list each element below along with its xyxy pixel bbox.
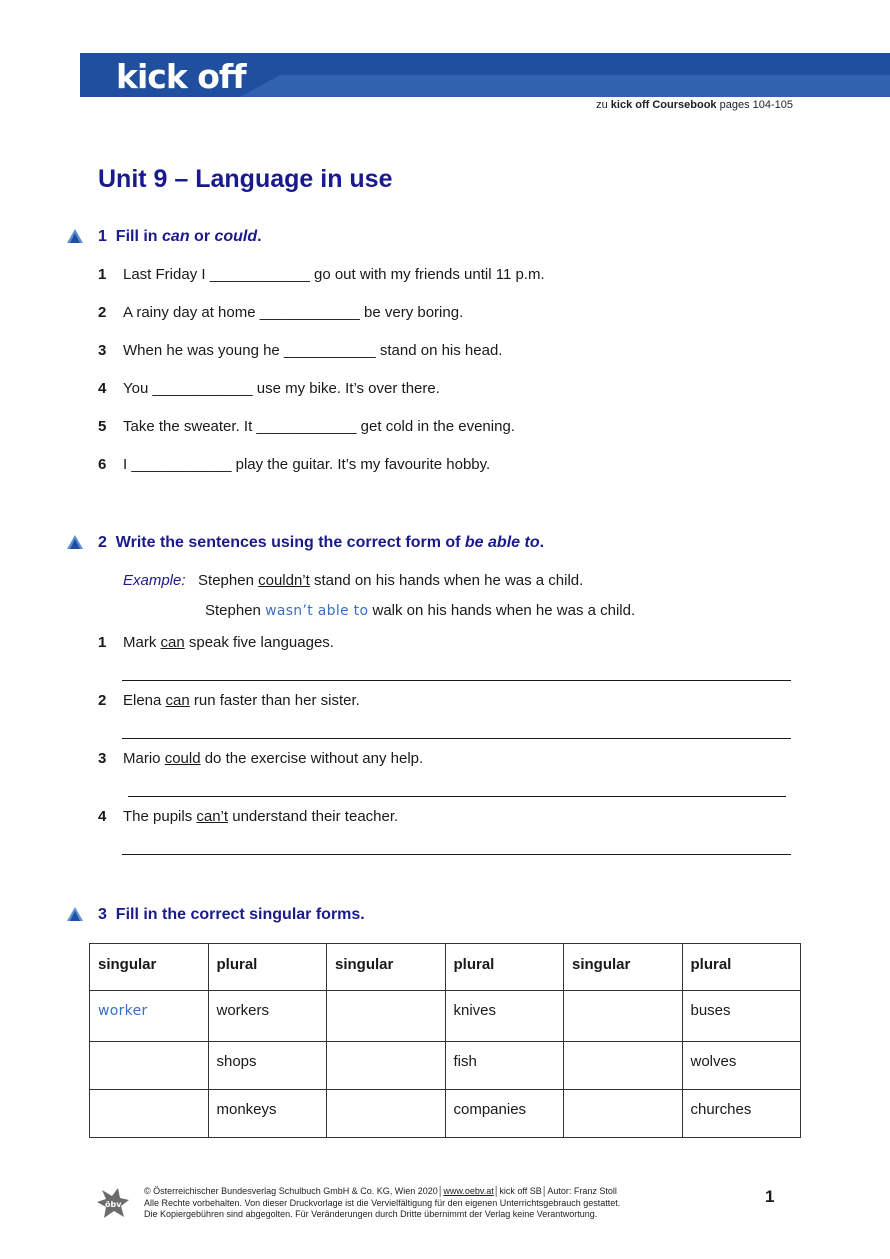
answer-cell[interactable] — [90, 1090, 209, 1138]
table-cell: shops — [208, 1042, 327, 1090]
difficulty-icon — [66, 534, 84, 550]
answer-cell[interactable] — [564, 991, 683, 1042]
brand-logo: kick off — [116, 57, 246, 96]
table-cell: monkeys — [208, 1090, 327, 1138]
table-row — [90, 1090, 801, 1138]
answer-cell[interactable] — [564, 1042, 683, 1090]
table-cell: knives — [445, 991, 564, 1042]
table-header: singular — [90, 944, 209, 991]
ex2-item: 1 Mark can speak five languages. — [98, 634, 334, 651]
ex2-item: 4 The pupils can’t understand their teacher. — [98, 808, 399, 825]
table-cell: workers — [208, 991, 327, 1042]
table-cell: churches — [682, 1090, 801, 1138]
ex1-item: 2 A rainy day at home ____________ be very boring. — [98, 304, 464, 321]
table-header: plural — [208, 944, 327, 991]
table-cell: companies — [445, 1090, 564, 1138]
ex1-item: 4 You ____________ use my bike. It’s over there. — [98, 380, 440, 397]
table-cell: fish — [445, 1042, 564, 1090]
publisher-logo — [96, 1186, 130, 1220]
answer-line[interactable] — [122, 854, 791, 855]
ex2-item: 3 Mario could do the exercise without any help. — [98, 750, 424, 767]
ex1-item: 6 I ____________ play the guitar. It’s my favourite hobby. — [98, 456, 491, 473]
answer-cell[interactable] — [90, 1042, 209, 1090]
answer-cell[interactable] — [90, 991, 209, 1042]
example-answer-line: Stephen wasn’t able to walk on his hands when he was a child. — [205, 602, 636, 619]
ex1-item: 5 Take the sweater. It ____________ get cold in the evening. — [98, 418, 515, 435]
svg-text:öbv: öbv — [105, 1200, 122, 1209]
table-cell: buses — [682, 991, 801, 1042]
table-header: singular — [327, 944, 446, 991]
ex1-item: 3 When he was young he ___________ stand on his head. — [98, 342, 503, 359]
answer-cell[interactable] — [327, 1042, 446, 1090]
page-title: Unit 9 – Language in use — [98, 165, 393, 193]
answer-line[interactable] — [122, 680, 791, 681]
exercise-2-heading: 2 Write the sentences using the correct form of be able to. — [98, 534, 545, 551]
table-cell: wolves — [682, 1042, 801, 1090]
ex1-item: 1 Last Friday I ____________ go out with my friends until 11 p.m. — [98, 266, 545, 283]
answer-cell[interactable] — [564, 1090, 683, 1138]
singular-plural-table — [89, 943, 801, 1138]
table-header: singular — [564, 944, 683, 991]
handwritten-answer: worker — [98, 1003, 148, 1019]
ex2-item: 2 Elena can run faster than her sister. — [98, 692, 360, 709]
answer-cell[interactable] — [327, 991, 446, 1042]
example-line: Example: Stephen couldn’t stand on his hands when he was a child. — [123, 572, 584, 589]
answer-cell[interactable] — [327, 1090, 446, 1138]
answer-line[interactable] — [122, 738, 791, 739]
coursebook-reference: zu kick off Coursebook pages 104-105 — [596, 99, 793, 111]
table-header-row — [90, 944, 801, 991]
table-row — [90, 1042, 801, 1090]
table-header: plural — [682, 944, 801, 991]
page-number: 1 — [765, 1187, 775, 1206]
table-row — [90, 991, 801, 1042]
answer-line[interactable] — [128, 796, 786, 797]
publisher-link[interactable]: www.oebv.at — [443, 1186, 494, 1196]
exercise-3-heading: 3 Fill in the correct singular forms. — [98, 906, 365, 923]
copyright-footer: © Österreichischer Bundesverlag Schulbuch GmbH & Co. KG, Wien 2020│www.oebv.at│kick off SB│Autor: Franz Stoll Alle Rechte vorbehalten. Von dieser Druckvorlage ist die Vervielfältigung für den eigenen Unterrichtsgebrauch gestattet. Die Kopiergebühren sind abgegolten. Für Veränderungen durch Dritte übernimmt der Verlag keine Verantwortung. — [144, 1186, 621, 1219]
difficulty-icon — [66, 228, 84, 244]
difficulty-icon — [66, 906, 84, 922]
table-header: plural — [445, 944, 564, 991]
exercise-1-heading: 1 Fill in can or could. — [98, 228, 262, 245]
